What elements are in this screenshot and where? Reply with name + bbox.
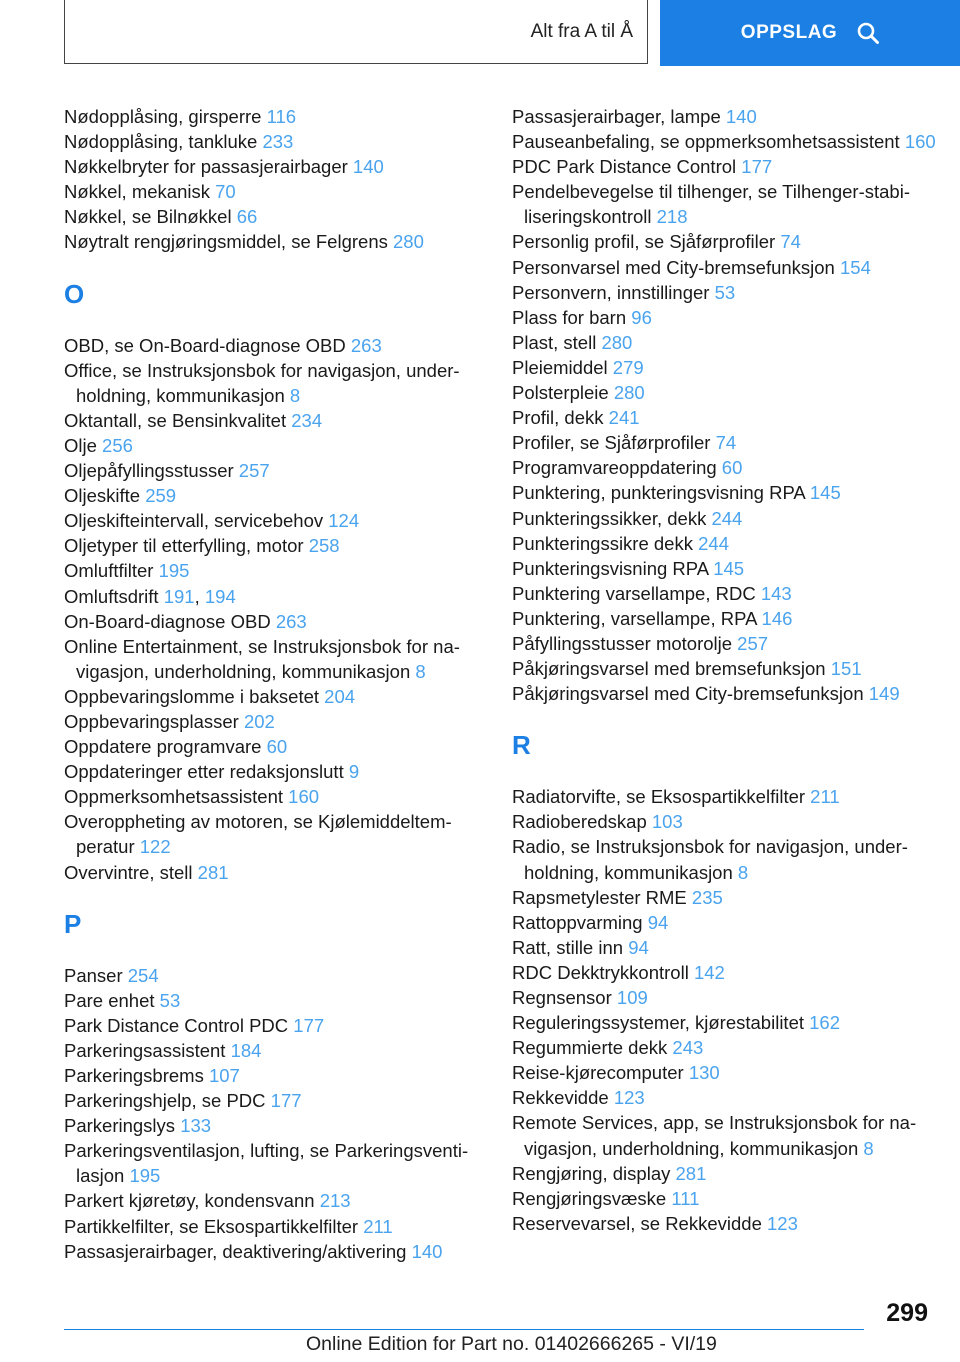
index-entry-text: Nøkkel, mekanisk [64,181,216,203]
index-entry-text: Office, se Instruksjonsbok for navigasjon, underholdning, kommunikasjon [64,359,460,406]
index-entry [64,104,504,129]
page-reference-link[interactable]: 94 [647,911,669,933]
index-entry [64,533,504,558]
index-entry [64,433,504,458]
index-entry [64,483,504,508]
page-reference-link[interactable]: 53 [714,281,736,303]
index-entry-text: Parkeringsbrems [64,1065,209,1086]
index-entry [64,1188,504,1213]
search-button[interactable] [660,0,960,66]
index-entry-text: Oktantall, se Bensinkvalitet [64,409,292,431]
page-reference-link[interactable]: 133 [180,1115,212,1137]
index-entry [512,255,952,280]
index-entry-text: Reise-kjørecomputer [512,1062,689,1084]
index-entry [512,179,952,229]
page-reference-link[interactable]: 8 [415,660,426,682]
index-entry-text: Park Distance Control PDC [64,1014,294,1036]
index-entry [512,1085,952,1110]
index-entry [512,1161,952,1186]
index-tab[interactable] [64,0,648,64]
index-entry [512,935,952,960]
index-entry [512,631,952,656]
page-reference-link[interactable]: 184 [230,1039,262,1061]
index-entry-text: Oppbevaringslomme i baksetet [64,685,325,707]
index-entry-text: Passasjerairbager, deaktivering/aktivering [64,1240,412,1262]
page-reference-link[interactable]: 263 [275,610,307,632]
index-entry [64,784,504,809]
section-letter: O [64,278,85,309]
page-reference-link[interactable]: 116 [266,106,297,127]
index-entry-text: Personvern, innstillinger [512,281,715,303]
index-entry-text: Reservevarsel, se Rekkevidde [512,1212,767,1234]
page-reference-link[interactable]: 259 [145,485,177,507]
index-entry [64,229,504,254]
page-reference-link[interactable]: 257 [238,460,270,482]
page-reference-link[interactable]: 204 [324,685,356,707]
index-entry [64,988,504,1013]
page-reference-link[interactable]: 177 [270,1090,302,1112]
page-reference-link[interactable]: 140 [352,156,384,178]
page-reference-link[interactable]: 9 [348,761,360,783]
index-entry-text: Oljetyper til etterfylling, motor [64,535,309,557]
page-reference-link[interactable]: 96 [631,306,652,328]
index-entry [512,154,952,179]
page-reference-link[interactable]: 8 [737,861,749,883]
index-tab-label: Alt fra A til Å [530,20,633,42]
page-reference-link[interactable]: 280 [393,231,424,253]
page-reference-link[interactable]: 191 [163,585,195,607]
search-icon [857,22,879,44]
page-reference-link[interactable]: 243 [672,1037,704,1059]
index-entry-text: Remote Services, app, se Instruksjonsbok for navigasjon, underholdning, kommunikasjon [512,1112,917,1159]
index-entry-text: Påkjøringsvarsel med bremsefunksjon [512,658,831,680]
page-reference-link[interactable]: 211 [810,786,840,808]
index-entry [64,1088,504,1113]
index-entry [64,709,504,734]
page-reference-link[interactable]: 263 [350,334,382,356]
index-column-right [512,104,952,1236]
index-entry-text: Plast, stell [512,331,602,353]
index-entry [512,405,952,430]
index-entry-text: Parkeringsassistent [64,1039,231,1061]
page-reference-link[interactable]: 254 [127,964,159,986]
index-entry [64,358,504,408]
index-entry-text: Rekkevidde [512,1087,614,1109]
index-entry [512,531,952,556]
page-reference-link[interactable]: 143 [760,582,792,604]
page-reference-link[interactable]: 235 [691,886,723,908]
page-reference-link[interactable]: 211 [363,1215,393,1237]
index-entry-text: Pendelbevegelse til tilhenger, se Tilhenger-stabiliseringskontroll [512,181,911,228]
index-entry-text: Personvarsel med City-bremsefunksjon [512,256,840,278]
page-reference-link[interactable]: 151 [830,658,862,680]
index-entry-text: Overvintre, stell [64,861,198,883]
index-entry [64,204,504,229]
index-entry-text: Radio, se Instruksjonsbok for navigasjon, underholdning, kommunikasjon [512,836,908,883]
index-entry [512,280,952,305]
index-entry [64,809,504,859]
index-entry [64,1013,504,1038]
index-entry [64,609,504,634]
page-reference-link[interactable]: 233 [262,131,294,153]
index-entry [512,960,952,985]
page-reference-link[interactable]: 70 [215,181,236,203]
section-letter: R [512,730,531,761]
index-entry [512,1010,952,1035]
index-entry [512,355,952,380]
page-reference-link[interactable]: 234 [291,409,323,431]
index-entry [512,809,952,834]
index-entry-text: Overoppheting av motoren, se Kjølemiddeltemperatur [64,811,452,858]
index-entry-text: Parkeringslys [64,1115,181,1137]
index-entry-text: Påkjøringsvarsel med City-bremsefunksjon [512,683,869,705]
index-entry-text: Programvareoppdatering [512,457,722,479]
page-reference-link[interactable]: 258 [308,535,340,557]
index-entry [512,556,952,581]
page-reference-link[interactable]: 149 [868,683,900,705]
index-entry [512,430,952,455]
page-reference-link[interactable]: 66 [236,206,258,228]
index-entry-text: Pleiemiddel [512,356,613,378]
index-entry-text: Punktering varsellampe, RDC [512,582,761,604]
index-entry [512,910,952,935]
index-entry [512,506,952,531]
index-entry-text: Oljeskifte [64,485,146,507]
index-entry-text: Regnsensor [512,987,617,1008]
page-reference-link[interactable]: 74 [780,231,801,253]
index-entry [64,860,504,885]
page-reference-link[interactable]: 145 [713,557,745,579]
index-entry-text: Passasjerairbager, lampe [512,106,726,127]
index-entry-text: Punkteringssikker, dekk [512,507,712,529]
index-entry [512,885,952,910]
edition-footer: Online Edition for Part no. 01402666265 - VI/19 [306,1333,717,1355]
page-reference-link[interactable]: 280 [601,331,633,353]
index-entry [512,129,952,154]
index-entry [64,508,504,533]
index-entry [512,1186,952,1211]
index-entry [512,229,952,254]
index-entry-text: Påfyllingsstusser motorolje [512,632,738,654]
page-reference-link[interactable]: 8 [863,1137,874,1159]
page-reference-link[interactable]: 60 [721,457,743,479]
index-entry-text: Personlig profil, se Sjåførprofiler [512,231,781,253]
page-reference-link[interactable]: 74 [715,432,737,454]
index-entry-text: Nøytralt rengjøringsmiddel, se Felgrens [64,231,393,253]
index-entry [64,1138,504,1188]
index-entry-text: Radiatorvifte, se Eksospartikkelfilter [512,786,811,808]
index-entry [512,480,952,505]
index-entry-text: Nøkkelbryter for passasjerairbager [64,156,353,178]
index-entry-text: Nødopplåsing, tankluke [64,131,263,153]
index-entry [64,408,504,433]
page-reference-link[interactable]: 202 [243,710,275,732]
page-reference-link[interactable]: 281 [675,1162,707,1184]
index-entry [512,455,952,480]
page-reference-link[interactable]: 94 [628,936,649,958]
index-entry-text: Parkeringshjelp, se PDC [64,1090,271,1112]
index-entry-text: Olje [64,434,103,456]
index-entry [64,154,504,179]
index-entry-text: Pauseanbefaling, se oppmerksomhetsassistent [512,131,905,153]
index-entry-text: Punkteringssikre dekk [512,532,699,554]
page-reference-link[interactable]: 142 [693,961,725,983]
index-entry-text: Nødopplåsing, girsperre [64,106,267,127]
index-entry-text: Radioberedskap [512,811,652,833]
page-reference-link[interactable]: 130 [688,1062,720,1084]
page-reference-link[interactable]: 218 [656,206,688,228]
index-entry [64,963,504,988]
page-reference-link[interactable]: 123 [767,1212,798,1234]
index-entry-text: Profil, dekk [512,407,609,429]
index-entry-text: Profiler, se Sjåførprofiler [512,432,716,454]
index-entry [512,606,952,631]
page-reference-link[interactable]: 177 [293,1014,325,1036]
index-entry [512,1035,952,1060]
page-reference-link[interactable]: 103 [651,811,683,833]
index-entry-text: PDC Park Distance Control [512,156,742,178]
index-entry-text: Polsterpleie [512,382,614,404]
page-reference-link[interactable]: 195 [158,560,190,582]
index-entry-text: Rengjøring, display [512,1162,676,1184]
page-reference-link[interactable]: 244 [698,532,729,554]
index-entry-text: Regummierte dekk [512,1037,673,1059]
search-label: OPPSLAG [740,22,838,43]
page-reference-link[interactable]: 256 [102,434,133,456]
index-entry [64,558,504,583]
index-entry-text: Punkteringsvisning RPA [512,557,714,579]
page-reference-link[interactable]: 195 [129,1165,161,1187]
index-entry-text: Pare enhet [64,989,160,1011]
page-reference-link[interactable]: 244 [711,507,743,529]
index-entry [64,333,504,358]
index-entry-text: Rengjøringsvæske [512,1187,672,1209]
page-reference-link[interactable]: 160 [288,786,320,808]
index-entry [512,581,952,606]
index-entry-text: Parkeringsventilasjon, lufting, se Parkeringsventilasjon [64,1140,469,1187]
page-reference-link[interactable]: 140 [411,1240,443,1262]
page-reference-link[interactable]: 194 [204,585,236,607]
page-reference-link[interactable]: 279 [612,356,644,378]
index-entry [512,1211,952,1236]
page-reference-link[interactable]: 213 [319,1190,351,1212]
index-entry-text: Online Entertainment, se Instruksjonsbok for navigasjon, underholdning, kommunikasjon [64,635,460,682]
index-entry-text: Oppbevaringsplasser [64,710,244,732]
page-reference-link[interactable]: 111 [671,1187,700,1209]
index-entry-text: Partikkelfilter, se Eksospartikkelfilter [64,1215,364,1237]
index-entry-text: Rapsmetylester RME [512,886,692,908]
index-entry-text: Oppdatere programvare [64,736,267,758]
page-reference-link[interactable]: 146 [761,607,793,629]
index-entry [64,1214,504,1239]
index-entry-text: Oljepåfyllingsstusser [64,460,239,482]
page-reference-link[interactable]: 123 [613,1087,645,1109]
page-reference-link[interactable]: 154 [840,256,871,278]
index-entry-text: Ratt, stille inn [512,936,629,958]
page-reference-link[interactable]: 281 [197,861,229,883]
index-entry [64,734,504,759]
index-entry [64,179,504,204]
index-entry-text: Rattoppvarming [512,911,648,933]
index-entry: Omluftsdrift 191, 194 [64,585,236,607]
index-entry-text: Oppdateringer etter redaksjonslutt [64,761,349,783]
index-entry [64,1063,504,1088]
index-entry-text: Punktering, punkteringsvisning RPA [512,482,810,504]
index-entry [64,129,504,154]
index-entry [64,1038,504,1063]
page-reference-link[interactable]: 53 [159,989,181,1011]
index-entry [64,1113,504,1138]
index-entry [512,104,952,129]
index-column-left [64,104,504,1264]
page-reference-link[interactable]: 177 [741,156,773,178]
page-reference-link[interactable]: 122 [139,836,171,858]
page-reference-link[interactable]: 280 [613,382,645,404]
index-entry-text: Parkert kjøretøy, kondensvann [64,1190,320,1212]
footer-divider [64,1329,864,1330]
section-letter: P [64,908,82,939]
index-entry [512,1110,952,1160]
index-entry-text: Oljeskifteintervall, servicebehov [64,510,329,532]
index-entry-text: Panser [64,964,128,986]
page-reference-link[interactable]: 140 [725,106,757,127]
index-entry [64,458,504,483]
index-entry [512,330,952,355]
index-entry [512,380,952,405]
index-entry-text: Omluftfilter [64,560,159,582]
index-entry [512,656,952,681]
page-reference-link[interactable]: 257 [737,632,769,654]
index-entry-text: On-Board-diagnose OBD [64,610,276,632]
index-entry [64,759,504,784]
page-reference-link[interactable]: 162 [809,1012,841,1034]
index-entry-text: Punktering, varsellampe, RPA [512,607,762,629]
page-reference-link[interactable]: 109 [616,987,648,1008]
index-entry [64,634,504,684]
page-reference-link[interactable]: 124 [328,510,360,532]
index-entry-text: OBD, se On-Board-diagnose OBD [64,334,351,356]
index-entry [512,985,952,1010]
index-entry [512,681,952,706]
index-entry [512,305,952,330]
index-entry [512,784,952,809]
index-entry-text: Plass for barn [512,306,632,328]
index-entry-text: RDC Dekktrykkontroll [512,961,694,983]
page-reference-link[interactable]: 241 [608,407,640,429]
page-reference-link[interactable]: 145 [809,482,841,504]
page-reference-link[interactable]: 8 [289,384,301,406]
index-entry [64,684,504,709]
index-entry-text: Nøkkel, se Bilnøkkel [64,206,237,228]
page-number: 299 [886,1299,928,1327]
index-entry-text: Omluftsdrift [64,585,164,607]
index-entry [64,1239,504,1264]
page-reference-link[interactable]: 60 [266,736,288,758]
index-entry-text: Oppmerksomhetsassistent [64,786,289,808]
page-reference-link[interactable]: 107 [208,1065,240,1086]
page-reference-link[interactable]: 160 [904,131,936,153]
index-entry [512,834,952,884]
index-entry [512,1060,952,1085]
index-entry-text: Reguleringssystemer, kjørestabilitet [512,1012,810,1034]
